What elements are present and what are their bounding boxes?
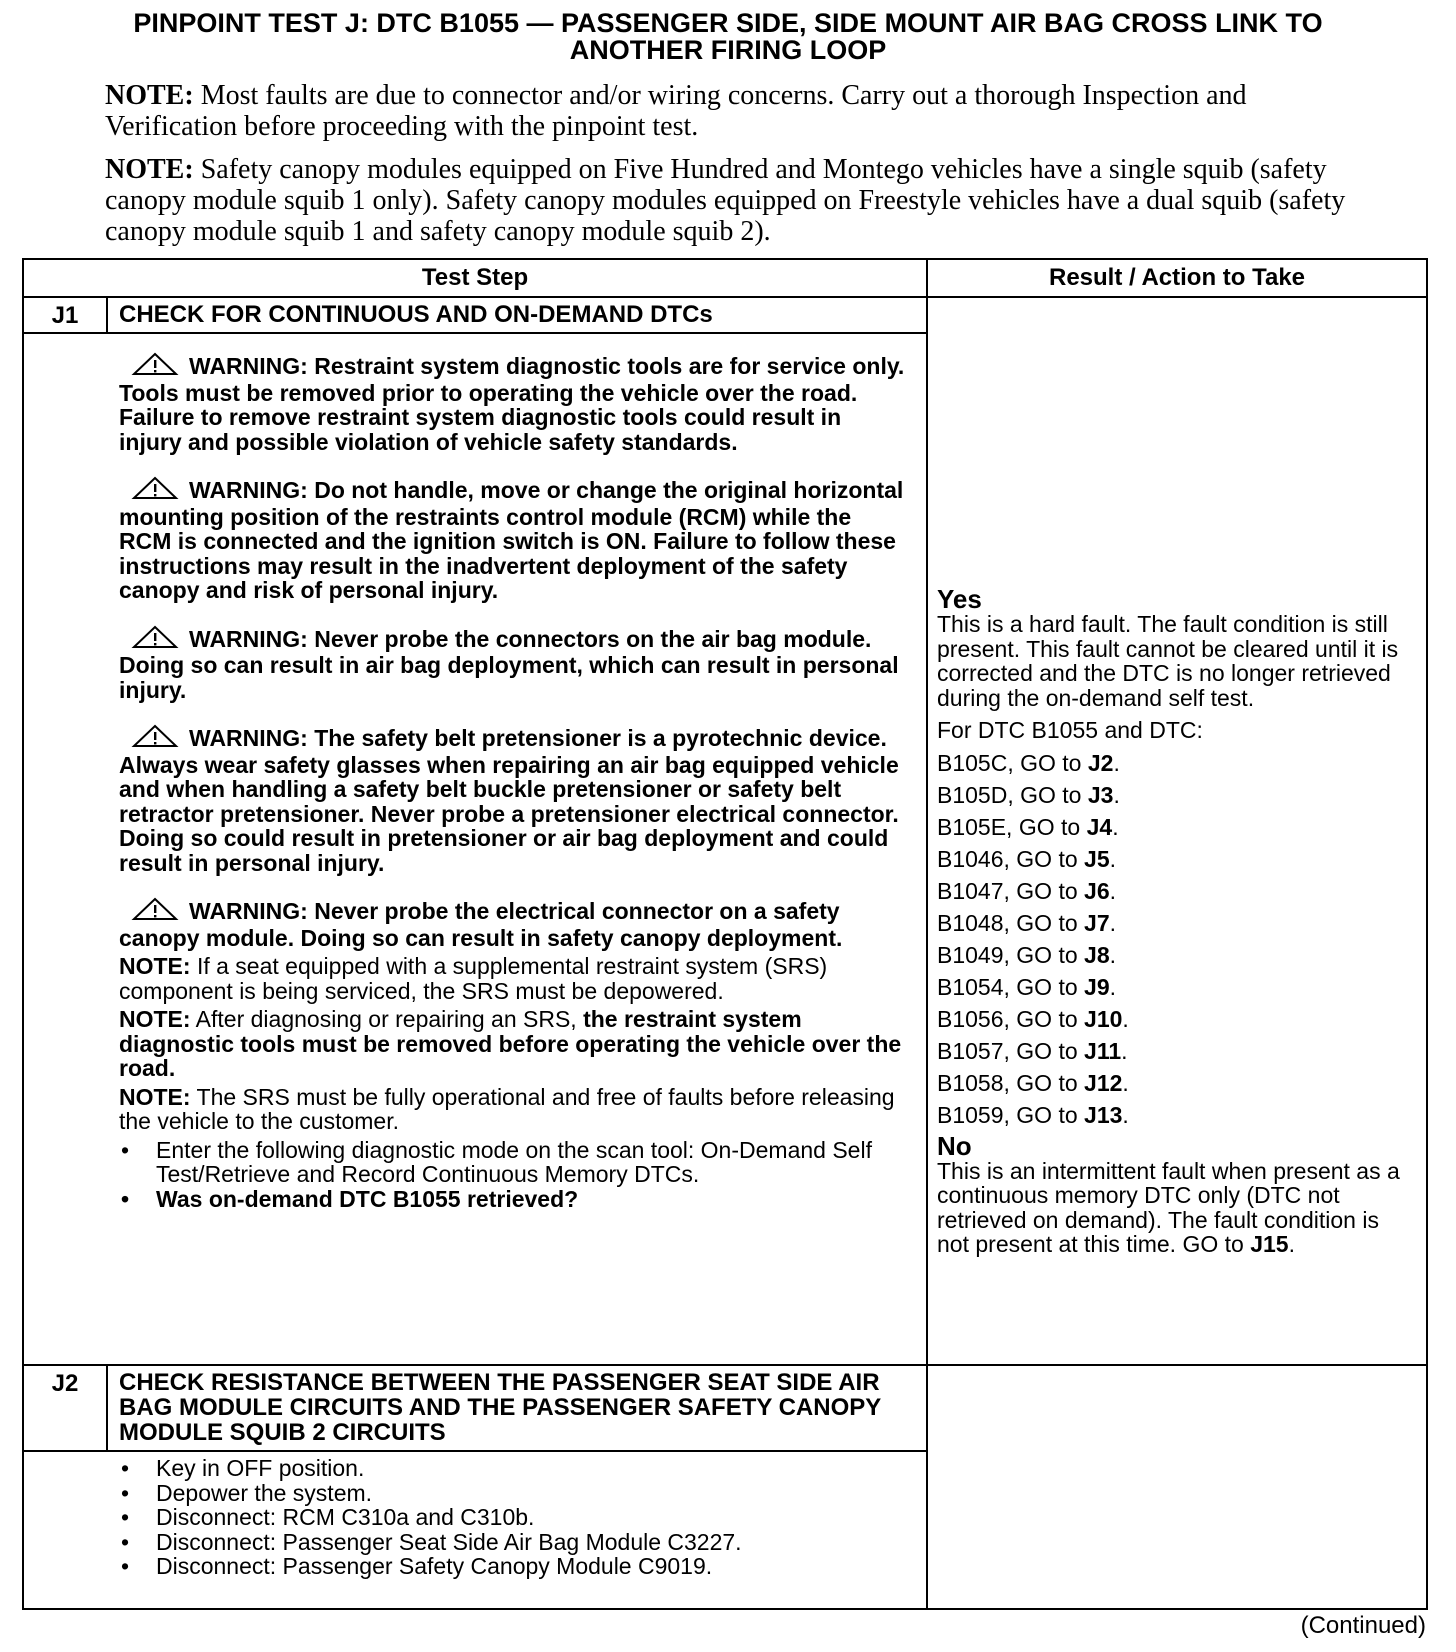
goto-step-link[interactable]: J10 <box>1084 1005 1123 1032</box>
result-goto <box>937 815 1415 839</box>
goto-end: . <box>1113 781 1120 808</box>
goto-dtc: B105C, GO to <box>937 749 1088 776</box>
result-for-dtc: For DTC B1055 and DTC: <box>937 717 1203 743</box>
goto-end: . <box>1122 1005 1129 1032</box>
goto-dtc: B105D, GO to <box>937 781 1088 808</box>
goto-end: . <box>1122 1069 1129 1096</box>
warning-text: WARNING: Restraint system diagnostic tools are for service only. Tools must be removed prior to operating the vehicle over the road. Failure to remove restraint system diagnostic tools could result in injury and possible violation of vehicle safety standards. <box>119 353 905 455</box>
warning-safety-canopy-connector <box>119 897 909 950</box>
header-result: Result / Action to Take <box>1048 264 1306 291</box>
goto-end: . <box>1109 877 1117 904</box>
bullet-item: • Disconnect: RCM C310a and C310b. <box>119 1505 909 1530</box>
step-separator <box>24 1364 1426 1366</box>
result-goto <box>937 847 1415 871</box>
result-goto <box>937 1007 1415 1031</box>
goto-end: . <box>1113 749 1120 776</box>
goto-dtc: B1049, GO to <box>937 941 1085 968</box>
step-title-j1: CHECK FOR CONTINUOUS AND ON-DEMAND DTCs <box>119 301 713 328</box>
result-goto <box>937 943 1415 967</box>
step-content-j2 <box>119 1456 909 1579</box>
goto-end: . <box>1288 1231 1295 1257</box>
result-goto <box>937 879 1415 903</box>
goto-dtc: B105E, GO to <box>937 813 1087 840</box>
bullet-question: • Was on-demand DTC B1055 retrieved? <box>119 1187 909 1212</box>
goto-step-link[interactable]: J11 <box>1084 1037 1122 1064</box>
step-title-j2: CHECK RESISTANCE BETWEEN THE PASSENGER SEAT SIDE AIR BAG MODULE CIRCUITS AND THE PASSENGER SAFETY CANOPY MODULE SQUIB 2 CIRCUITS <box>119 1369 881 1446</box>
goto-step-link[interactable]: J15 <box>1250 1231 1289 1257</box>
bullet-item: • Key in OFF position. <box>119 1456 909 1481</box>
step-bullets-j1 <box>119 1138 909 1212</box>
result-yes-label: Yes <box>937 584 982 614</box>
warning-rcm-mounting <box>119 476 909 603</box>
warning-air-bag-connectors <box>119 625 909 703</box>
note-text: If a seat equipped with a supplemental restraint system (SRS) component is being serviced, the SRS must be depowered. <box>119 953 828 1004</box>
goto-step-link[interactable]: J4 <box>1086 813 1113 840</box>
column-divider <box>926 260 928 1608</box>
goto-dtc: B1048, GO to <box>937 909 1085 936</box>
bullet-item: • Enter the following diagnostic mode on the scan tool: On-Demand Self Test/Retrieve and Record Continuous Memory DTCs. <box>119 1138 909 1187</box>
goto-end: . <box>1109 845 1117 872</box>
note-text: The SRS must be fully operational and free of faults before releasing the vehicle to the customer. <box>119 1083 895 1134</box>
note-remove-tools <box>119 1007 909 1081</box>
goto-end: . <box>1122 1101 1129 1128</box>
result-yes-text: This is a hard fault. The fault condition is still present. This fault cannot be cleared until it is corrected and the DTC is no longer retrieved during the on-demand self test. <box>937 611 1399 711</box>
goto-dtc: B1059, GO to <box>937 1101 1085 1128</box>
goto-dtc: B1054, GO to <box>937 973 1085 1000</box>
note-depower <box>119 954 909 1003</box>
goto-step-link[interactable]: J2 <box>1087 749 1114 776</box>
note-safety-canopy <box>105 154 1385 247</box>
note-label: NOTE: <box>119 1006 191 1032</box>
warning-text: WARNING: Do not handle, move or change the original horizontal mounting position of the restraints control module (RCM) while the RCM is connected and the ignition switch is ON. Failure to follow these instructions may result in the inadvertent deployment of the safety canopy and risk of personal injury. <box>119 477 904 603</box>
note-label: NOTE: <box>105 154 194 185</box>
result-goto <box>937 1103 1415 1127</box>
bullet-item: • Depower the system. <box>119 1481 909 1506</box>
result-no-label: No <box>937 1130 972 1161</box>
step-number-j2: J2 <box>51 1370 79 1397</box>
warning-triangle-icon <box>131 625 179 654</box>
result-no-text: This is an intermittent fault when present as a continuous memory DTC only (DTC not retrieved on demand). The fault condition is not present at this time. GO to <box>937 1157 1400 1257</box>
goto-end: . <box>1112 813 1119 840</box>
step-number-j1: J1 <box>51 302 79 329</box>
continued-label: (Continued) <box>1300 1612 1426 1639</box>
goto-end: . <box>1109 941 1117 968</box>
result-goto <box>937 751 1415 775</box>
goto-step-link[interactable]: J13 <box>1084 1101 1123 1128</box>
goto-dtc: B1057, GO to <box>937 1037 1085 1064</box>
note-bold-text: the restraint system diagnostic tools must be removed before operating the vehicle over the road. <box>119 1006 902 1081</box>
note-label: NOTE: <box>119 1083 191 1110</box>
result-no-text-block <box>937 1159 1415 1257</box>
goto-step-link[interactable]: J8 <box>1084 941 1110 968</box>
result-goto <box>937 975 1415 999</box>
result-goto <box>937 1071 1415 1095</box>
goto-end: . <box>1109 973 1117 1000</box>
result-goto <box>937 1039 1415 1063</box>
note-text: After diagnosing or repairing an SRS, <box>190 1006 584 1032</box>
title-line-1: PINPOINT TEST J: DTC B1055 — PASSENGER SIDE, SIDE MOUNT AIR BAG CROSS LINK TO <box>133 8 1323 38</box>
warning-triangle-icon <box>131 724 179 753</box>
goto-step-link[interactable]: J6 <box>1084 877 1110 904</box>
note-text: Safety canopy modules equipped on Five Hundred and Montego vehicles have a single squib (safety canopy module squib 1 only). Safety canopy modules equipped on Freestyle vehicles have a dual squib (safety canopy module squib 1 and safety canopy module squib 2). <box>105 154 1346 247</box>
warning-text: WARNING: Never probe the connectors on the air bag module. Doing so can result in air bag deployment, which can result in personal injury. <box>119 625 899 703</box>
warning-triangle-icon <box>131 476 179 505</box>
goto-step-link[interactable]: J5 <box>1084 845 1110 872</box>
bullet-item: • Disconnect: Passenger Seat Side Air Bag Module C3227. <box>119 1530 909 1555</box>
page-title <box>0 10 1456 64</box>
goto-dtc: B1046, GO to <box>937 845 1085 872</box>
goto-step-link[interactable]: J3 <box>1087 781 1114 808</box>
warning-pretensioner <box>119 724 909 875</box>
goto-dtc: B1047, GO to <box>937 877 1085 904</box>
goto-dtc: B1056, GO to <box>937 1005 1085 1032</box>
goto-step-link[interactable]: J9 <box>1084 973 1110 1000</box>
result-j1 <box>937 586 1415 1257</box>
note-label: NOTE: <box>119 953 191 979</box>
warning-triangle-icon <box>131 352 179 381</box>
title-line-2: ANOTHER FIRING LOOP <box>569 35 887 65</box>
note-text: Most faults are due to connector and/or wiring concerns. Carry out a thorough Inspection and Verification before proceeding with the pinpoint test. <box>105 80 1247 142</box>
step-number-divider <box>106 298 108 332</box>
step-content-j1 <box>119 352 909 1211</box>
goto-dtc: B1058, GO to <box>937 1069 1085 1096</box>
header-test-step: Test Step <box>421 264 529 291</box>
warning-text: WARNING: The safety belt pretensioner is a pyrotechnic device. Always wear safety glasses when repairing an air bag equipped vehicle and when handling a safety belt buckle pretensioner or safety belt retractor pretensioner. Never probe a pretensioner electrical connector. Doing so could result in pretensioner or air bag deployment and could result in personal injury. <box>119 725 899 876</box>
note-srs-operational <box>119 1085 909 1134</box>
goto-step-link[interactable]: J7 <box>1084 909 1110 936</box>
result-goto <box>937 911 1415 935</box>
warning-triangle-icon <box>131 897 179 926</box>
header-rule <box>24 296 1426 298</box>
warning-diagnostic-tools <box>119 352 909 454</box>
result-goto <box>937 783 1415 807</box>
note-label: NOTE: <box>105 80 194 111</box>
step-title-rule <box>24 332 926 334</box>
step-number-divider <box>106 1366 108 1450</box>
note-connector <box>105 80 1385 142</box>
step-bullets-j2 <box>119 1456 909 1579</box>
goto-end: . <box>1121 1037 1128 1064</box>
pinpoint-table <box>22 258 1428 1610</box>
goto-end: . <box>1109 909 1117 936</box>
warning-text: WARNING: Never probe the electrical connector on a safety canopy module. Doing so can result in safety canopy deployment. <box>119 898 843 951</box>
step-title-rule <box>24 1450 926 1452</box>
bullet-item: • Disconnect: Passenger Safety Canopy Module C9019. <box>119 1554 909 1579</box>
goto-step-link[interactable]: J12 <box>1084 1069 1123 1096</box>
